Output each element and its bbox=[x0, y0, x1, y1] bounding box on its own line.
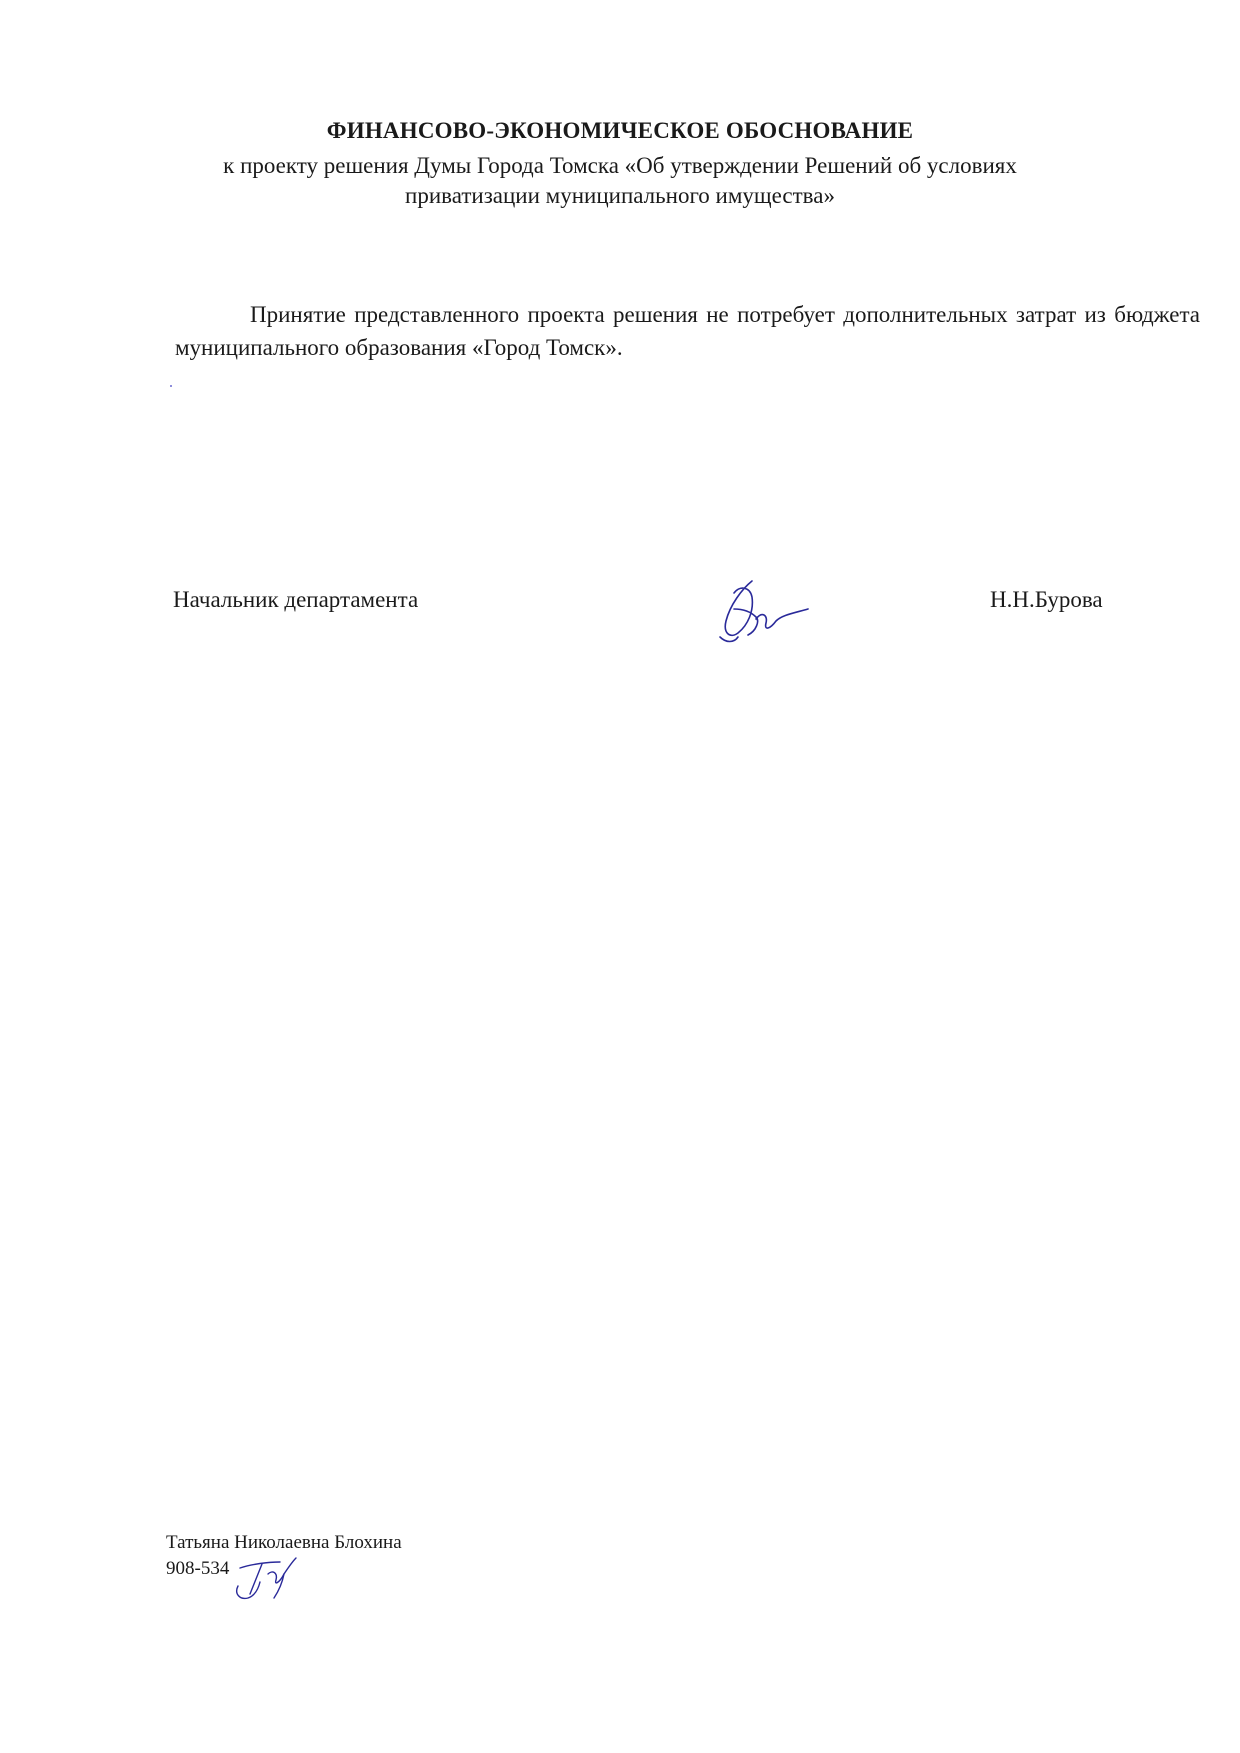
handwritten-signature-icon bbox=[712, 575, 812, 647]
document-subtitle bbox=[200, 151, 1040, 211]
executor-phone: 908-534 bbox=[166, 1558, 230, 1579]
executor-name: Татьяна Николаевна Блохина bbox=[166, 1532, 402, 1553]
subtitle-line-1: к проекту решения Думы Города Томска «Об утверждении Решений об условиях bbox=[223, 153, 1017, 178]
document-title: ФИНАНСОВО-ЭКОНОМИЧЕСКОЕ ОБОСНОВАНИЕ bbox=[326, 118, 914, 143]
signer-position: Начальник департамента bbox=[173, 587, 419, 612]
subtitle-line-2: приватизации муниципального имущества» bbox=[405, 183, 835, 208]
handwritten-initials-icon bbox=[232, 1556, 300, 1602]
signer-name: Н.Н.Бурова bbox=[990, 587, 1103, 612]
scan-speck bbox=[170, 385, 172, 387]
document-body: Принятие представленного проекта решения не потребует дополнительных затрат из бюджета муниципального образования «Город Томск». bbox=[175, 302, 1200, 360]
